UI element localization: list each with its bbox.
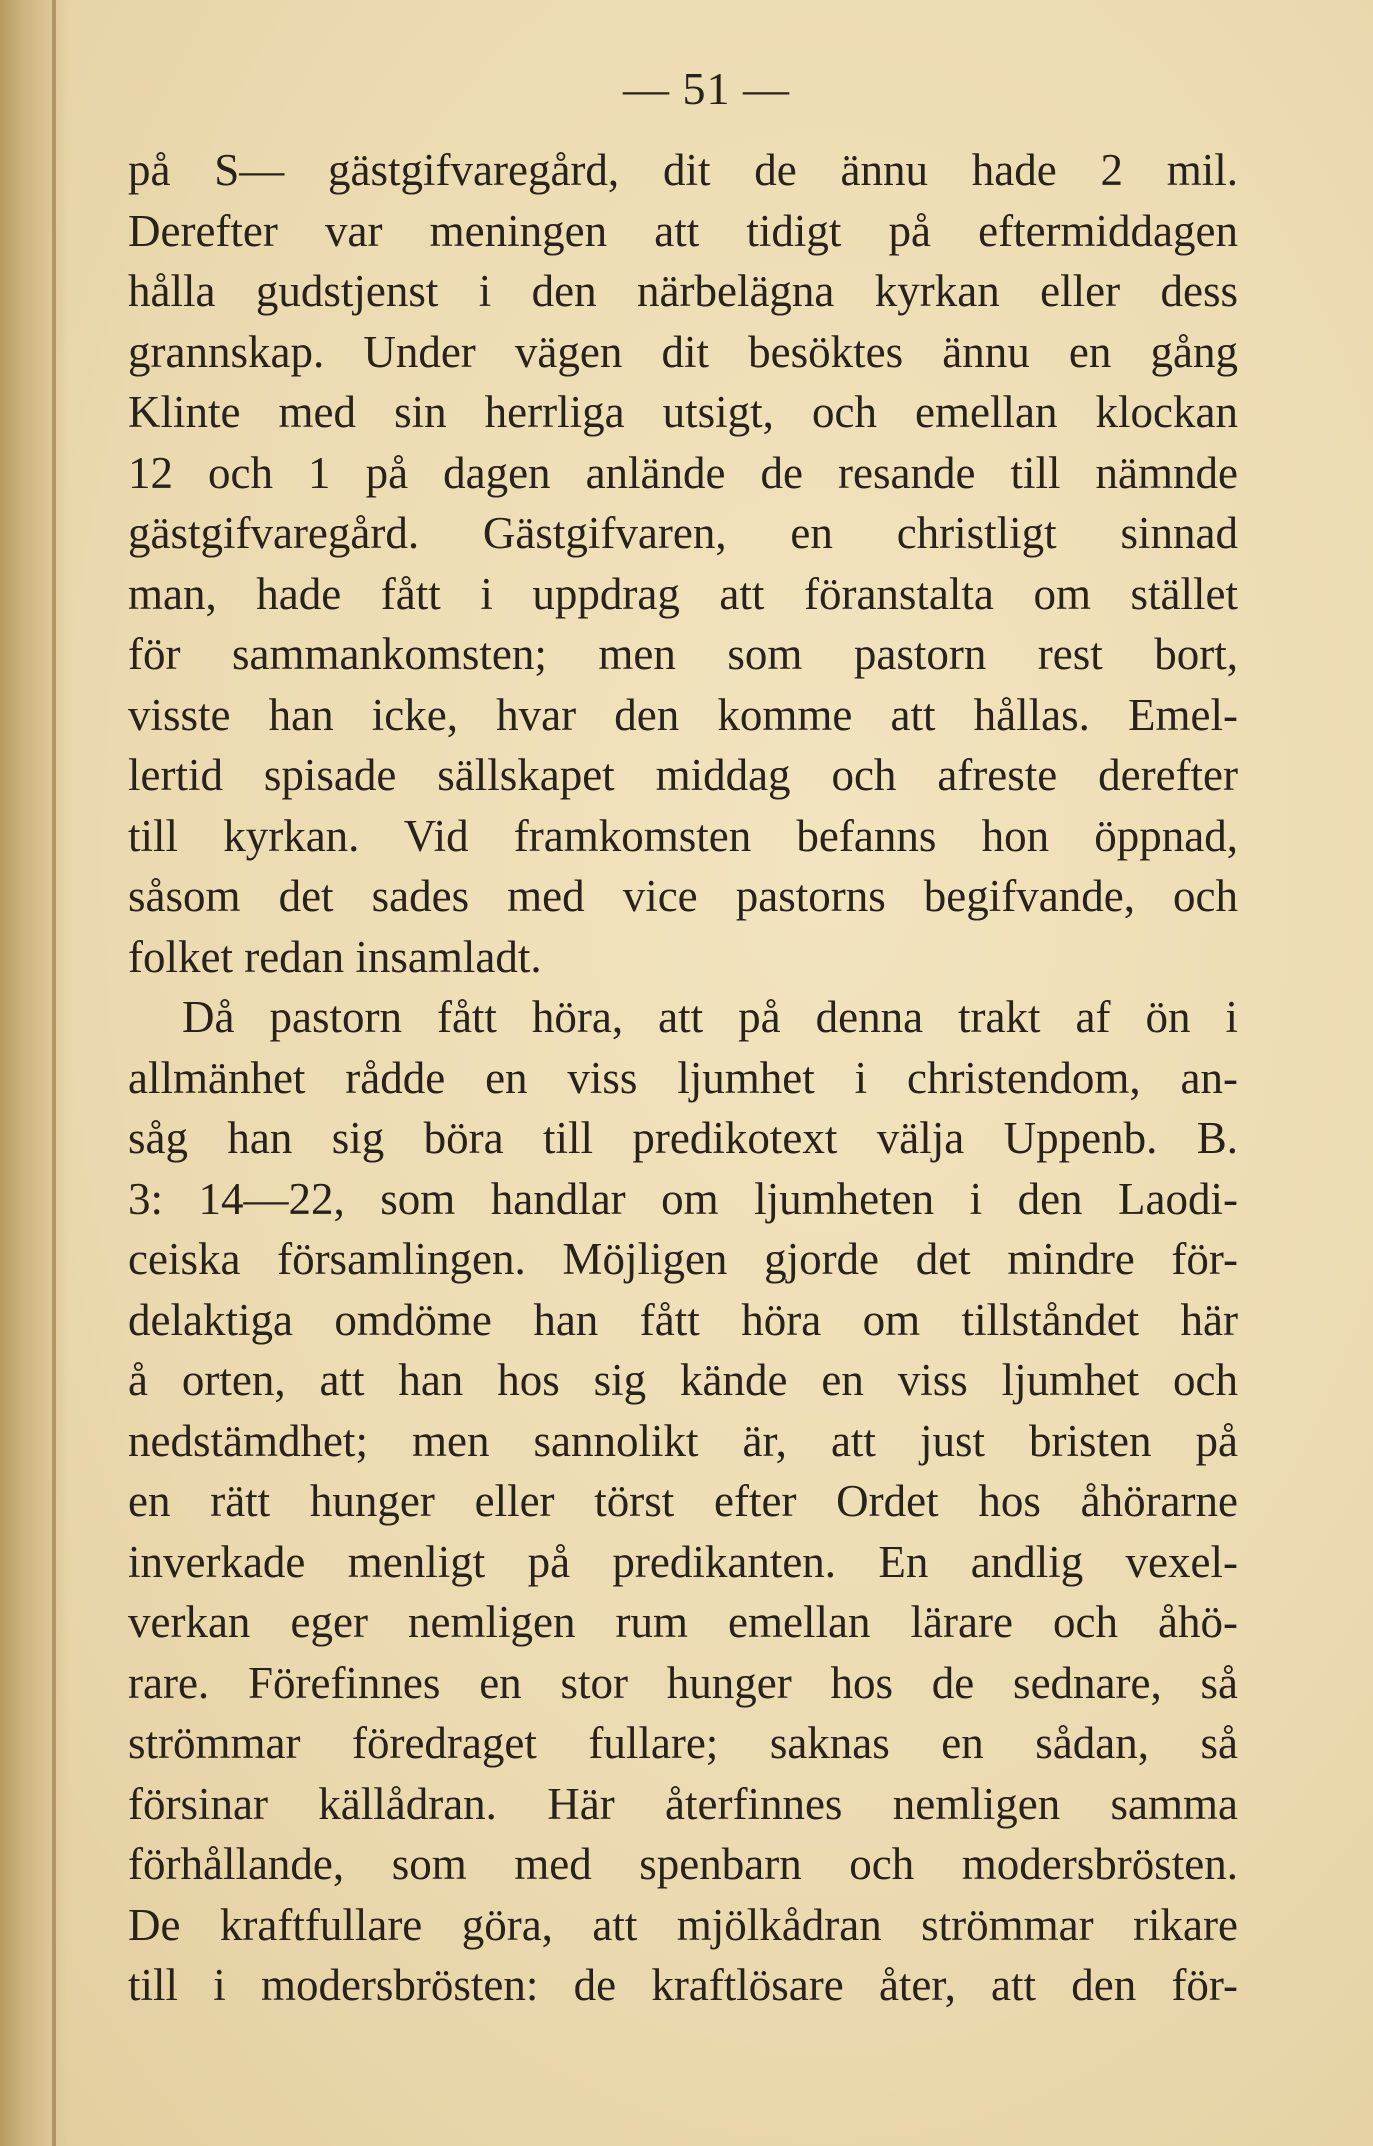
text-line: försinar källådran. Här återfinnes nemligen samma [128, 1778, 1238, 1829]
binding-edge [52, 0, 56, 2146]
page-binding-shadow [0, 0, 70, 2146]
page-number: — 51 — [623, 63, 790, 114]
text-line: hålla gudstjenst i den närbelägna kyrkan eller dess [128, 266, 1238, 316]
text-line: allmänhet rådde en viss ljumhet i christendom, an- [128, 1052, 1238, 1103]
text-line: ceiska församlingen. Möjligen gjorde det mindre för- [128, 1234, 1238, 1284]
text-line: såg han sig böra till predikotext välja Uppenb. B. [128, 1113, 1238, 1163]
text-line: Derefter var meningen att tidigt på eftermiddagen [128, 205, 1238, 256]
text-line: grannskap. Under vägen dit besöktes ännu en gång [128, 326, 1238, 377]
text-line: på S— gästgifvaregård, dit de ännu hade 2 mil. [128, 145, 1238, 195]
text-line: strömmar föredraget fullare; saknas en sådan, så [128, 1718, 1238, 1768]
text-line: gästgifvaregård. Gästgifvaren, en christligt sinnad [128, 508, 1238, 558]
text-line: 3: 14—22, som handlar om ljumheten i den Laodi- [128, 1173, 1238, 1224]
text-line: såsom det sades med vice pastorns begifvande, och [128, 871, 1238, 921]
text-line: inverkade menligt på predikanten. En andlig vexel- [128, 1536, 1238, 1587]
text-line: De kraftfullare göra, att mjölkådran strömmar rikare [128, 1899, 1238, 1950]
text-line-paragraph-start: Då pastorn fått höra, att på denna trakt af ön i [182, 992, 1238, 1042]
text-line: en rätt hunger eller törst efter Ordet hos åhörarne [128, 1476, 1238, 1526]
body-text [128, 140, 1238, 2016]
text-line: verkan eger nemligen rum emellan lärare och åhö- [128, 1597, 1238, 1647]
text-line-paragraph-end: folket redan insamladt. [128, 931, 542, 982]
text-line: nedstämdhet; men sannolikt är, att just bristen på [128, 1415, 1238, 1466]
text-line: förhållande, som med spenbarn och modersbrösten. [128, 1839, 1238, 1889]
text-line: till i modersbrösten: de kraftlösare åter, att den för- [128, 1960, 1238, 2010]
text-line: till kyrkan. Vid framkomsten befanns hon öppnad, [128, 810, 1238, 861]
text-line: å orten, att han hos sig kände en viss ljumhet och [128, 1355, 1238, 1405]
text-line: man, hade fått i uppdrag att föranstalta om stället [128, 568, 1238, 619]
text-line: Klinte med sin herrliga utsigt, och emellan klockan [128, 387, 1238, 437]
text-line: visste han icke, hvar den komme att hållas. Emel- [128, 689, 1238, 740]
text-line: 12 och 1 på dagen anlände de resande till nämnde [128, 447, 1238, 498]
text-line: för sammankomsten; men som pastorn rest bort, [128, 629, 1238, 679]
text-line: delaktiga omdöme han fått höra om tillståndet här [128, 1294, 1238, 1345]
text-line: lertid spisade sällskapet middag och afreste derefter [128, 750, 1238, 800]
text-line: rare. Förefinnes en stor hunger hos de sednare, så [128, 1657, 1238, 1708]
